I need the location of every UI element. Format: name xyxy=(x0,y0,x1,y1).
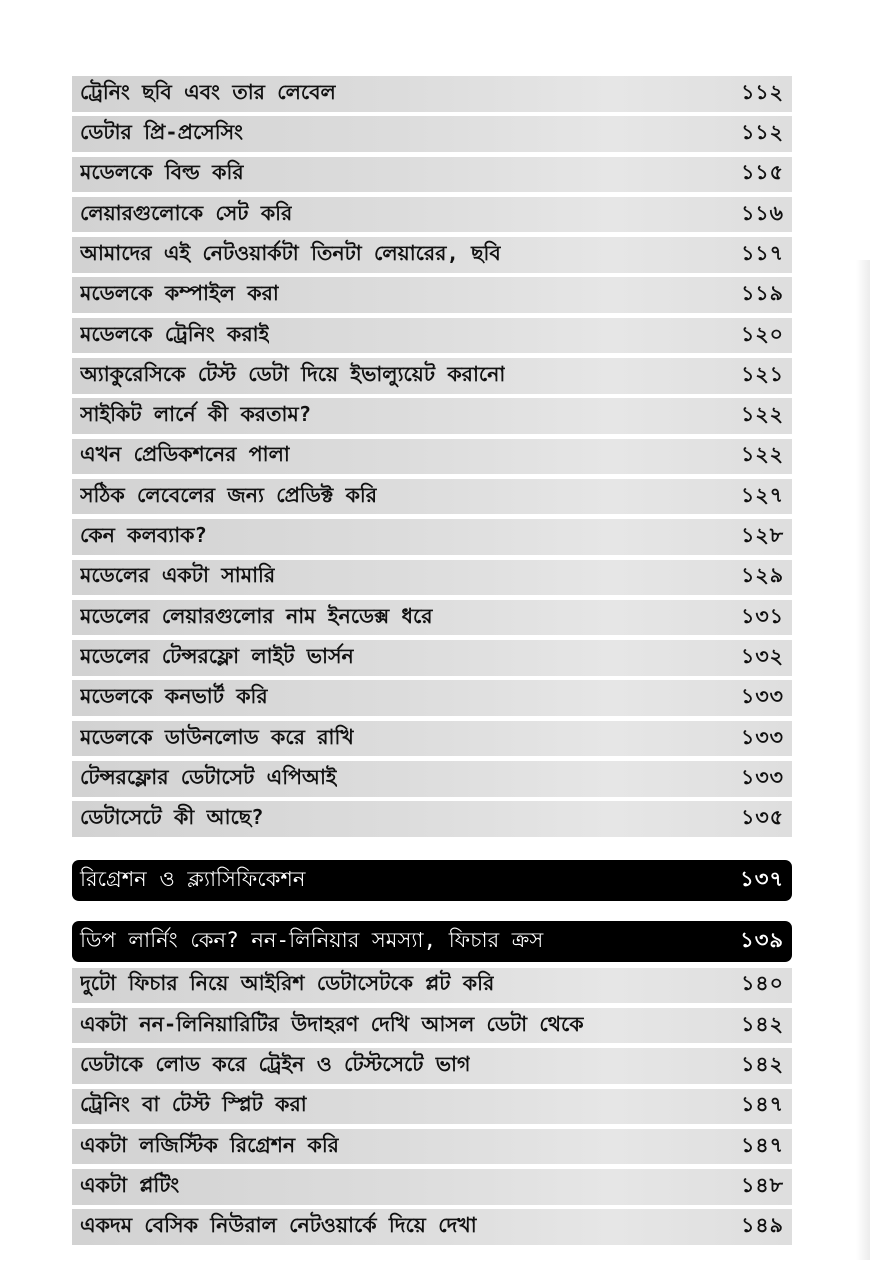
toc-entry[interactable] xyxy=(72,1209,792,1245)
toc-entry-page-number: ১৩৩ xyxy=(741,684,784,709)
toc-entry-title: ট্রেনিং ছবি এবং তার লেবেল xyxy=(80,79,336,104)
toc-entry[interactable] xyxy=(72,1129,792,1165)
toc-entry-page-number: ১৪৭ xyxy=(741,1092,784,1117)
section-title: রিগ্রেশন ও ক্ল্যাসিফিকেশন xyxy=(80,866,306,891)
toc-entry-title: অ্যাকুরেসিকে টেস্ট ডেটা দিয়ে ইভাল্যুয়েট করানো xyxy=(80,361,506,386)
toc-entry[interactable] xyxy=(72,801,792,837)
toc-entry[interactable] xyxy=(72,479,792,515)
toc-entry-page-number: ১১৫ xyxy=(741,160,784,185)
toc-entry-page-number: ১১২ xyxy=(741,120,784,145)
toc-entry-title: ডেটাকে লোড করে ট্রেইন ও টেস্টসেটে ভাগ xyxy=(80,1051,471,1076)
toc-section-why-deep-learning[interactable] xyxy=(72,921,792,962)
toc-entry-page-number: ১২২ xyxy=(741,402,784,427)
toc-entry[interactable] xyxy=(72,398,792,434)
toc-entry-page-number: ১৩২ xyxy=(741,643,784,668)
toc-entry[interactable] xyxy=(72,358,792,394)
toc-entry-title: এখন প্রেডিকশনের পালা xyxy=(80,442,290,467)
toc-entry-page-number: ১১৬ xyxy=(741,200,784,225)
toc-entry-title: কেন কলব্যাক? xyxy=(80,523,207,548)
toc-entry-title: সাইকিট লার্নে কী করতাম? xyxy=(80,402,312,427)
toc-entry[interactable] xyxy=(72,721,792,757)
toc-entry[interactable] xyxy=(72,600,792,636)
toc-entry-page-number: ১৩১ xyxy=(741,603,784,628)
toc-entry-title: মডেলকে কম্পাইল করা xyxy=(80,281,279,306)
toc-entry[interactable] xyxy=(72,560,792,596)
toc-entry[interactable] xyxy=(72,1048,792,1084)
toc-entry-title: একটা নন-লিনিয়ারিটির উদাহরণ দেখি আসল ডেটা থেকে xyxy=(80,1011,584,1036)
toc-entry[interactable] xyxy=(72,1008,792,1044)
section-page-number: ১৩৭ xyxy=(740,866,784,891)
toc-entry[interactable] xyxy=(72,680,792,716)
table-of-contents xyxy=(72,76,792,1250)
toc-entry[interactable] xyxy=(72,968,792,1004)
toc-entry[interactable] xyxy=(72,116,792,152)
toc-entry[interactable] xyxy=(72,519,792,555)
toc-entry-title: দুটো ফিচার নিয়ে আইরিশ ডেটাসেটকে প্লট করি xyxy=(80,971,495,996)
toc-entry-page-number: ১২১ xyxy=(741,361,784,386)
toc-entry-page-number: ১৪২ xyxy=(741,1011,784,1036)
toc-entry[interactable] xyxy=(72,237,792,273)
toc-entry-title: মডেলের টেন্সরফ্লো লাইট ভার্সন xyxy=(80,643,354,668)
toc-entry[interactable] xyxy=(72,439,792,475)
toc-entry-page-number: ১১৭ xyxy=(741,240,784,265)
toc-entry-title: মডেলকে বিল্ড করি xyxy=(80,160,244,185)
toc-entry-title: সঠিক লেবেলের জন্য প্রেডিক্ট করি xyxy=(80,482,378,507)
toc-entry-title: একটা লজিস্টিক রিগ্রেশন করি xyxy=(80,1132,339,1157)
toc-entry-title: মডেলকে কনভার্ট করি xyxy=(80,684,268,709)
toc-entry[interactable] xyxy=(72,197,792,233)
toc-entry-page-number: ১৪৮ xyxy=(741,1172,784,1197)
toc-entry-page-number: ১১২ xyxy=(741,79,784,104)
toc-entry[interactable] xyxy=(72,1089,792,1125)
toc-entry-title: টেন্সরফ্লোর ডেটাসেট এপিআই xyxy=(80,764,337,789)
toc-entry[interactable] xyxy=(72,761,792,797)
toc-entry-title: একটা প্লটিং xyxy=(80,1172,180,1197)
toc-entry-page-number: ১২০ xyxy=(741,321,784,346)
toc-entry-page-number: ১৪২ xyxy=(741,1051,784,1076)
toc-section-regression-classification[interactable] xyxy=(72,860,792,901)
toc-entry[interactable] xyxy=(72,157,792,193)
toc-entry[interactable] xyxy=(72,277,792,313)
toc-entry-page-number: ১৪৭ xyxy=(741,1132,784,1157)
toc-entry-page-number: ১৩৫ xyxy=(741,805,784,830)
toc-entry-title: লেয়ারগুলোকে সেট করি xyxy=(80,200,293,225)
toc-entry-title: মডেলের লেয়ারগুলোর নাম ইনডেক্স ধরে xyxy=(80,603,433,628)
toc-entry-page-number: ১২২ xyxy=(741,442,784,467)
toc-entry-title: ট্রেনিং বা টেস্ট স্প্লিট করা xyxy=(80,1092,307,1117)
page-edge-shadow xyxy=(856,260,870,1260)
toc-entry-title: ডেটার প্রি-প্রসেসিং xyxy=(80,120,243,145)
toc-entry-title: আমাদের এই নেটওয়ার্কটা তিনটা লেয়ারের, ছবি xyxy=(80,240,501,265)
toc-entry-page-number: ১৩৩ xyxy=(741,764,784,789)
toc-entry[interactable] xyxy=(72,1169,792,1205)
toc-entry-page-number: ১৩৩ xyxy=(741,724,784,749)
toc-entry-page-number: ১৪৯ xyxy=(741,1213,784,1238)
toc-entry-title: একদম বেসিক নিউরাল নেটওয়ার্কে দিয়ে দেখা xyxy=(80,1213,477,1238)
toc-entries-group-b xyxy=(72,968,792,1245)
toc-entry[interactable] xyxy=(72,76,792,112)
toc-entry[interactable] xyxy=(72,318,792,354)
section-title: ডিপ লার্নিং কেন? নন-লিনিয়ার সমস্যা, ফিচার ক্রস xyxy=(80,927,544,952)
toc-entry-page-number: ১২৮ xyxy=(741,523,784,548)
toc-entry-page-number: ১৪০ xyxy=(741,971,784,996)
toc-entries-group-a xyxy=(72,76,792,837)
toc-entry[interactable] xyxy=(72,640,792,676)
toc-entry-page-number: ১২৭ xyxy=(741,482,784,507)
toc-entry-page-number: ১১৯ xyxy=(741,281,784,306)
toc-entry-title: মডেলকে ডাউনলোড করে রাখি xyxy=(80,724,354,749)
section-page-number: ১৩৯ xyxy=(740,927,784,952)
toc-entry-title: ডেটাসেটে কী আছে? xyxy=(80,805,264,830)
toc-entry-title: মডেলকে ট্রেনিং করাই xyxy=(80,321,270,346)
toc-entry-title: মডেলের একটা সামারি xyxy=(80,563,276,588)
toc-entry-page-number: ১২৯ xyxy=(741,563,784,588)
